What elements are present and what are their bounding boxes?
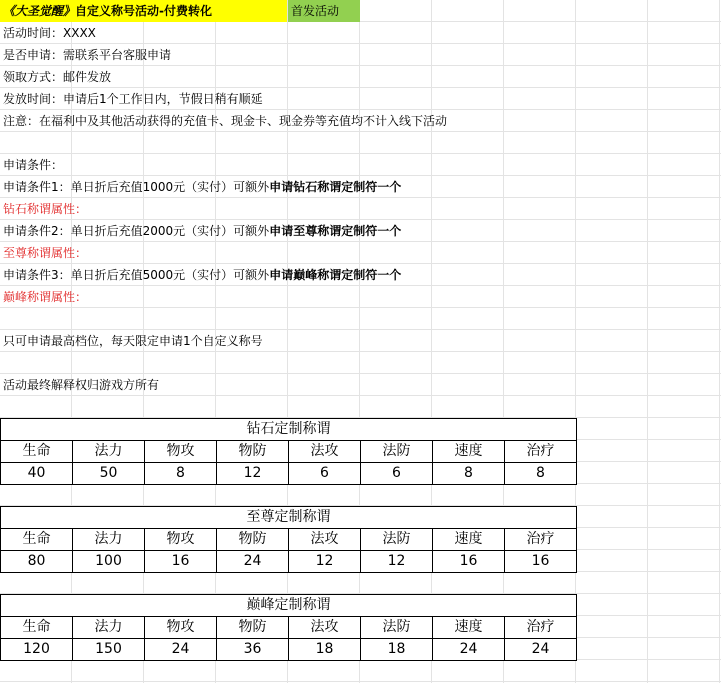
- condition-3: [0, 264, 401, 286]
- limit-note: 只可申请最高档位，每天限定申请1个自定义称号: [3, 334, 263, 348]
- table-header-row: [1, 529, 577, 551]
- value-cell: 12: [217, 463, 289, 485]
- table-title: 巅峰定制称谓: [1, 595, 577, 617]
- value-cell: 8: [433, 463, 505, 485]
- col-mp: 法力: [73, 529, 145, 551]
- col-mdef: 法防: [361, 529, 433, 551]
- value-cell: 150: [73, 639, 145, 661]
- col-patk: 物攻: [145, 529, 217, 551]
- value-cell: 24: [217, 551, 289, 573]
- peak-attr-table: [0, 594, 577, 661]
- condition-3-bold: 申请巅峰称谓定制符一个: [269, 268, 402, 282]
- table-title: 至尊定制称谓: [1, 507, 577, 529]
- col-speed: 速度: [433, 529, 505, 551]
- value-cell: 40: [1, 463, 73, 485]
- col-patk: 物攻: [145, 617, 217, 639]
- diamond-attr-table: [0, 418, 577, 485]
- col-heal: 治疗: [505, 529, 577, 551]
- col-pdef: 物防: [217, 529, 289, 551]
- col-heal: 治疗: [505, 441, 577, 463]
- notice-line: 注意：在福利中及其他活动获得的充值卡、现金卡、现金券等充值均不计入线下活动: [3, 114, 448, 128]
- value-cell: 24: [505, 639, 577, 661]
- col-mp: 法力: [73, 441, 145, 463]
- value-cell: 16: [505, 551, 577, 573]
- condition-3-text: 申请条件3：单日折后充值5000元（实付）可额外: [3, 268, 270, 282]
- value-cell: 100: [73, 551, 145, 573]
- col-hp: 生命: [1, 529, 73, 551]
- value-cell: 36: [217, 639, 289, 661]
- col-heal: 治疗: [505, 617, 577, 639]
- apply-method: 是否申请：需联系平台客服申请: [3, 48, 172, 62]
- value-cell: 24: [145, 639, 217, 661]
- conditions-heading: 申请条件：: [3, 158, 64, 172]
- table-header-row: [1, 441, 577, 463]
- condition-2: [0, 220, 401, 242]
- table-title: 钻石定制称谓: [1, 419, 577, 441]
- game-name: 《大圣觉醒》: [3, 4, 76, 18]
- condition-1-text: 申请条件1：单日折后充值1000元（实付）可额外: [3, 180, 270, 194]
- col-patk: 物攻: [145, 441, 217, 463]
- table-row: [1, 551, 577, 573]
- value-cell: 12: [289, 551, 361, 573]
- value-cell: 16: [145, 551, 217, 573]
- condition-2-text: 申请条件2：单日折后充值2000元（实付）可额外: [3, 224, 270, 238]
- col-hp: 生命: [1, 617, 73, 639]
- col-pdef: 物防: [217, 441, 289, 463]
- value-cell: 18: [289, 639, 361, 661]
- claim-method: 领取方式：邮件发放: [3, 70, 112, 84]
- value-cell: 8: [145, 463, 217, 485]
- value-cell: 6: [289, 463, 361, 485]
- col-mdef: 法防: [361, 617, 433, 639]
- table-header-row: [1, 617, 577, 639]
- value-cell: 120: [1, 639, 73, 661]
- activity-time: 活动时间：XXXX: [3, 26, 96, 40]
- table-row: [1, 463, 577, 485]
- page-title: [3, 0, 212, 22]
- value-cell: 8: [505, 463, 577, 485]
- col-pdef: 物防: [217, 617, 289, 639]
- value-cell: 12: [361, 551, 433, 573]
- table-row: [1, 639, 577, 661]
- supreme-attr-label: 至尊称谓属性：: [3, 246, 88, 260]
- col-matk: 法攻: [289, 529, 361, 551]
- value-cell: 6: [361, 463, 433, 485]
- value-cell: 24: [433, 639, 505, 661]
- peak-attr-label: 巅峰称谓属性：: [3, 290, 88, 304]
- col-speed: 速度: [433, 617, 505, 639]
- condition-1: [0, 176, 401, 198]
- diamond-attr-label: 钻石称谓属性：: [3, 202, 88, 216]
- value-cell: 16: [433, 551, 505, 573]
- value-cell: 50: [73, 463, 145, 485]
- col-hp: 生命: [1, 441, 73, 463]
- rights-note: 活动最终解释权归游戏方所有: [3, 378, 160, 392]
- col-matk: 法攻: [289, 441, 361, 463]
- first-release-tag: 首发活动: [291, 4, 340, 18]
- col-mp: 法力: [73, 617, 145, 639]
- value-cell: 18: [361, 639, 433, 661]
- col-speed: 速度: [433, 441, 505, 463]
- value-cell: 80: [1, 551, 73, 573]
- title-main: 自定义称号活动-付费转化: [75, 4, 212, 18]
- delivery-time: 发放时间：申请后1个工作日内，节假日稍有顺延: [3, 92, 263, 106]
- supreme-attr-table: [0, 506, 577, 573]
- condition-2-bold: 申请至尊称谓定制符一个: [269, 224, 402, 238]
- col-mdef: 法防: [361, 441, 433, 463]
- condition-1-bold: 申请钻石称谓定制符一个: [269, 180, 402, 194]
- col-matk: 法攻: [289, 617, 361, 639]
